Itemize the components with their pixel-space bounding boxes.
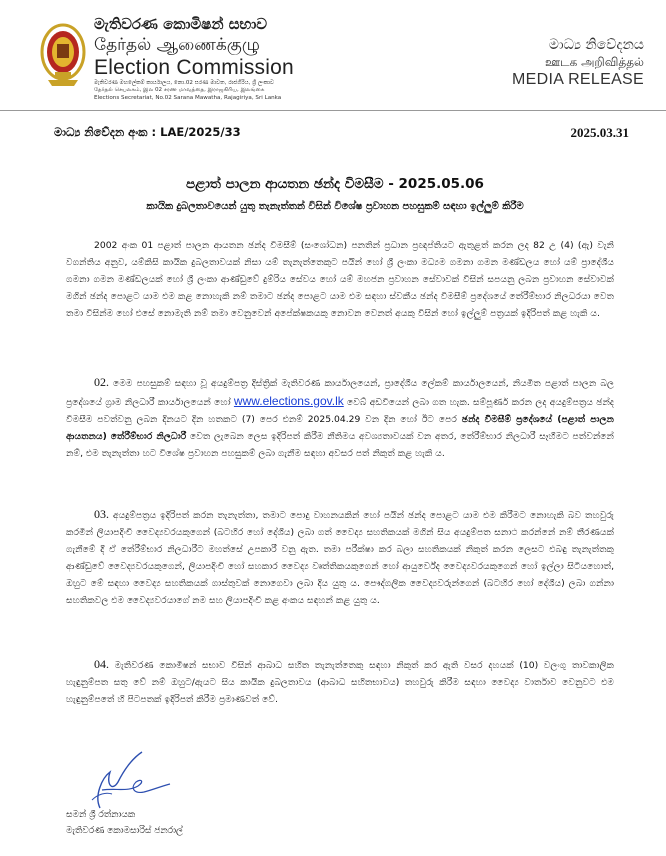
paragraph-4-text: මැතිවරණ කොමිෂන් සභාව විසින් ආබාධ සහිත තැනැත්තෙකු සඳහා නිකුත් කර ඇති වසර දහයක් (10) වලංගු තාවකාලික හැඳුනුම්පත සතු වේ නම් ඔහුට/ඇයට සිය කායික දුබලතාවය (ආබාධ සහිතභාවය) තහවුරු කිරීම සඳහා වෛද්‍ය වාර්තාව වෙනුවට එම හැඳුනුම්පතේ හි පිටපතක් ඉදිරිපත් කිරීම ප්‍රමාණවත් වේ. xyxy=(66,660,614,705)
header-divider xyxy=(0,110,666,111)
document-title: පළාත් පාලන ආයතන ඡන්ද විමසීම - 2025.05.06 xyxy=(186,176,484,192)
paragraph-1 xyxy=(66,238,614,323)
document-subtitle: කායික දුබලතාවයෙන් යුතු තැනැත්තන් විසින් විශේෂ ප්‍රවාහන පහසුකම් සඳහා ඉල්ලුම් කිරීම xyxy=(146,201,524,212)
paragraph-3-text: අයදුම්පත්‍රය ඉදිරිපත් කරන තැනැත්තා, තමාට පොදු වාහනයකින් හෝ පයින් ඡන්ද පොළට යාම එම කිරීමට නොහැකි බව තහවුරු කරමින් ලියාපදිංචි වෛද්‍යවරයකුගෙන් (බටහිර හෝ දේශීය) ලබා ගත් වෛද්‍ය සහතිකයක් මගින් සිය අයදුම්පත සනාථ කරන්නේ නම් තීරණයක් ගැනීමේ දී ඒ තේරීම්භාර නිලධාරීට මහත්සේ උපකාරී වනු ඇත. තමා පරීක්ෂා කර බලා සහතිකයක් නිකුත් කරන ලෙසට එබඳු තැනැත්තකු ආණ්ඩුවේ වෛද්‍යවරයකුගෙන්, ලියාපදිංචි හෝ සහකාර වෛද්‍ය වෘත්තිකයකුගෙන් හෝ ආයුර්වේද වෛද්‍යවරයකුගෙන් හෝ ඉල්ලා සිටියහොත්, ඔහුට මේ සඳහා වෛද්‍ය සහතිකයක් ගාස්තුවක් නොගෙවා ලබා දිය යුතු ය. පෞද්ගලික වෛද්‍යවරුන්ගෙන් (බටහිර හෝ දේශීය) ලබා ගන්නා සහතිකවල එම වෛද්‍යවරයාගේ නම සහ ලියාපදිංචි කළ අංකය සඳහන් කළ යුතු ය. xyxy=(66,510,614,606)
signatory-block xyxy=(66,807,183,839)
org-name-english: Election Commission xyxy=(94,56,294,79)
media-release-block xyxy=(512,36,644,90)
election-commission-emblem-icon xyxy=(40,22,86,88)
org-name-tamil: தேர்தல் ஆணைக்குழு xyxy=(94,35,260,55)
paragraph-2-number: 02. xyxy=(94,375,109,389)
organization-block xyxy=(94,14,294,102)
address-english: Elections Secretariat, No.02 Sarana Mawatha, Rajagiriya, Sri Lanka xyxy=(94,94,282,101)
release-date: 2025.03.31 xyxy=(570,125,629,140)
signature-icon xyxy=(72,748,212,810)
reference-number: මාධ්‍ය නිවේදන අංක : LAE/2025/33 xyxy=(54,125,241,139)
address-tamil: தேர்தல் செயலகம், இல 02 சரண மாவத்தை, இராஜகிரிய, இலங்கை xyxy=(94,87,265,94)
paragraph-2 xyxy=(66,374,614,463)
paragraph-4 xyxy=(66,656,614,709)
media-release-tamil: ஊடக அறிவித்தல் xyxy=(544,55,644,69)
elections-website-link[interactable]: www.elections.gov.lk xyxy=(233,393,344,408)
signatory-designation: මැතිවරණ කොමසාරිස් ජනරාල් xyxy=(66,826,183,836)
media-release-english: MEDIA RELEASE xyxy=(512,71,644,88)
paragraph-4-number: 04. xyxy=(94,657,109,671)
reference-line xyxy=(54,125,629,141)
paragraph-1-text: 2002 අංක 01 පළාත් පාලන ආයතන ඡන්ද විමසීම් (සංශෝධන) පනතින් ප්‍රධාන ප්‍රඥප්තියට ඇතුළත් කරන ලද 82 උ (4) (ඇ) වැනි වගන්තිය අනුව, යම්කිසි කායික දුබලතාවයක් නිසා යම් තැනැත්තෙකුට පයින් හෝ ශ්‍රී ලංකා මධ්‍යම ගමනා ගමන මණ්ඩලය හෝ යම් ප්‍රාදේශීය ගමනා ගමන මණ්ඩලයක් හෝ ශ්‍රී ලංකා ආණ්ඩුවේ දුම්රිය සේවය හෝ යම් මහජන ප්‍රවාහන සේවාවක් විසින් සපයනු ලබන ප්‍රවාහන සේවාවක් මගින් ඡන්ද පොළට යාම එම කළ නොහැකි නම් තමාට ඡන්ද පොළට යාම එම සඳහා ස්වකීය ඡන්ද විමසීම් ප්‍රදේශයේ තේරීම්භාර නිලධරයා වෙත තමා විසින්ම හෝ එසේ නොමැති නම් තමා වෙනුවෙන් අපේක්ෂකයකු නොවන වෙනත් අයකු විසින් හෝ ඉල්ලුම් පත්‍රයක් ඉදිරිපත් කළ හැකි ය. xyxy=(66,240,614,319)
address-sinhala: මැතිවරණ මහලේකම් කාර්යාලය, නො.02 සරණ මාවත, රාජගිරිය, ශ්‍රී ලංකාව xyxy=(94,80,275,86)
paragraph-3-number: 03. xyxy=(94,507,109,521)
org-name-sinhala: මැතිවරණ කොමිෂන් සභාව xyxy=(94,15,268,33)
paragraph-2-bold-text: ඡන්ද විමසීම් ප්‍රදේශයේ (පළාත් පාලන ආයතනය) තේරීම්භාර නිලධාරී xyxy=(66,413,615,442)
letterhead xyxy=(0,0,666,118)
signatory-name: සමන් ශ්‍රී රත්නායක xyxy=(66,810,136,820)
paragraph-2-text-a: මෙම පහසුකම් සඳහා වූ අයදුම්පත්‍ර දිස්ත්‍රික් මැතිවරණ කාර්යාලයෙන්, ප්‍රාදේශීය ලේකම් කාර්යාලයෙන්, නියමිත පළාත් පාලන බල ප්‍රදේශයේ ග්‍රාම නිලධාරී කාර්යාලයෙන් හෝ xyxy=(66,378,614,408)
media-release-sinhala: මාධ්‍ය නිවේදනය xyxy=(548,37,644,53)
paragraph-3 xyxy=(66,506,614,609)
paragraph-2-text-b: වෙබ් අඩවියෙන් ලබා ගත හැක. සම්පූර්ණ කරන ලද අයදුම්පත්‍රය ඡන්ද විමසීම පවත්වනු ලබන දිනයට දින හතකට (7) පෙර එනම් 2025.04.29 වන දින හෝ ඊට පෙර xyxy=(66,396,614,425)
paragraph-2-text-c: වෙත ලැබෙන ලෙස ඉදිරිපත් කිරීම නීතිමය අවශ්‍යතාවයක් වන අතර, තේරීම්භාර නිලධාරී සෑහීමට පත්වන්නේ නම්, එම තැනැත්තා හට විශේෂ ප්‍රවාහන පහසුකම් ලබා ගැනීම සඳහා අවසර පත් නිකුත් කළ හැකි ය. xyxy=(66,430,614,459)
